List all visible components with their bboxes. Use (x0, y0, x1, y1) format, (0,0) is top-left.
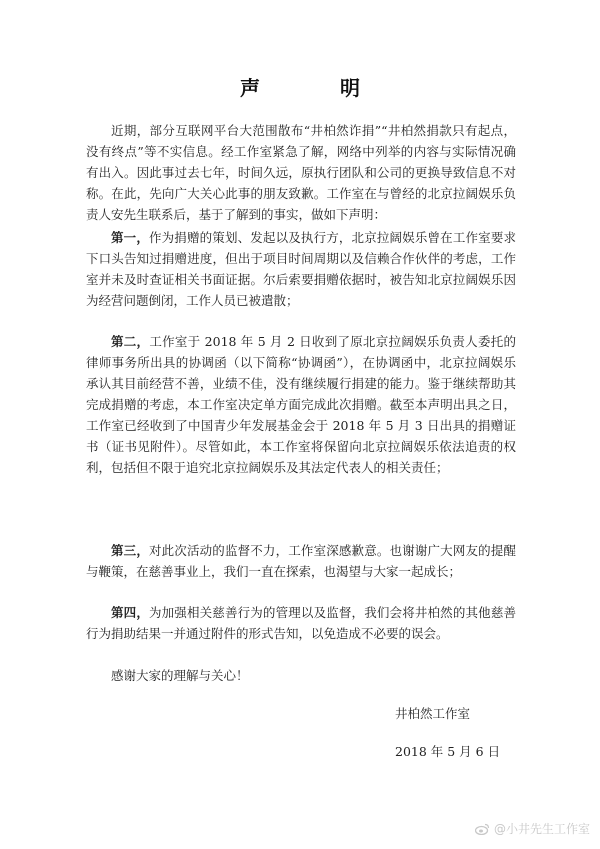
weibo-icon (475, 823, 490, 835)
point-four-paragraph (86, 602, 516, 644)
point-two-text: 工作室于 2018 年 5 月 2 日收到了原北京拉阔娱乐负责人委托的律师事务所出具的协调函（以下简称“协调函”），在协调函中，北京拉阔娱乐承认其目前经营不善，业绩不佳，没有继续履行捐建的能力。鉴于继续帮助其完成捐赠的考虑，本工作室决定单方面完成此次捐赠。截至本声明出具之日，工作室已经收到了中国青少年发展基金会于 2018 年 5 月 3 日出具的捐赠证书（证书见附件）。尽管如此，本工作室将保留向北京拉阔娱乐依法追责的权利，包括但不限于追究北京拉阔娱乐及其法定代表人的相关责任； (86, 334, 516, 475)
point-one-paragraph (86, 227, 516, 311)
point-three-text: 对此次活动的监督不力，工作室深感歉意。也谢谢广大网友的提醒与鞭策，在慈善事业上，我们一直在探索，也渴望与大家一起成长； (86, 543, 516, 579)
intro-paragraph: 近期，部分互联网平台大范围散布“井柏然诈捐”“井柏然捐款只有起点，没有终点”等不实信息。经工作室紧急了解，网络中列举的内容与实际情况确有出入。因此事过去七年，时间久远，原执行团队和公司的更换导致信息不对称。在此，先向广大关心此事的朋友致歉。工作室在与曾经的北京拉阔娱乐负责人安先生联系后，基于了解到的事实，做如下声明： (86, 123, 516, 222)
point-three-lead: 第三， (111, 543, 149, 558)
statement-date: 2018 年 5 月 6 日 (395, 744, 501, 759)
point-two-paragraph (86, 331, 516, 478)
point-two-lead: 第二， (111, 334, 150, 349)
point-four-lead: 第四， (111, 605, 149, 620)
page-title: 声 明 (240, 76, 390, 100)
point-one-text: 作为捐赠的策划、发起以及执行方，北京拉阔娱乐曾在工作室要求下口头告知过捐赠进度，但出于项目时间周期以及信赖合作伙伴的考虑，工作室并未及时查证相关书面证据。尔后索要捐赠依据时，被告知北京拉阔娱乐因为经营问题倒闭，工作人员已被遣散； (86, 230, 516, 308)
thanks-line: 感谢大家的理解与关心！ (111, 668, 249, 683)
watermark-text: @小井先生工作室 (493, 822, 590, 836)
point-three-paragraph (86, 540, 516, 582)
weibo-watermark (475, 820, 590, 837)
point-four-text: 为加强相关慈善行为的管理以及监督，我们会将井柏然的其他慈善行为捐助结果一并通过附件的形式告知，以免造成不必要的误会。 (86, 605, 516, 641)
point-one-lead: 第一， (111, 230, 149, 245)
signature: 井柏然工作室 (395, 706, 471, 721)
